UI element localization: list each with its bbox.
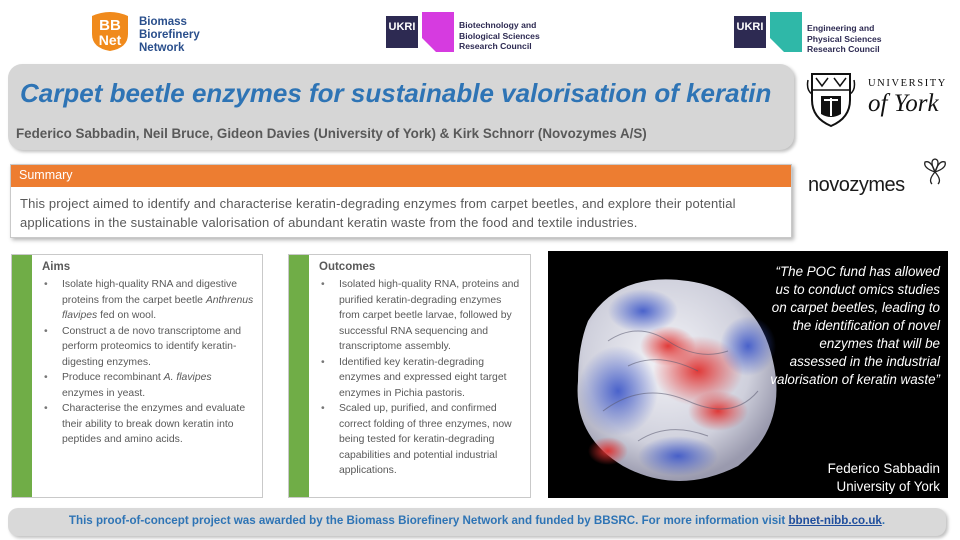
enzyme-structure-image <box>548 251 798 498</box>
svg-text:UKRI: UKRI <box>388 21 416 33</box>
epsrc-line2: Physical Sciences <box>807 33 882 44</box>
svg-text:BB: BB <box>99 17 121 34</box>
bbnet-line2: Biorefinery <box>139 29 200 41</box>
footer-text: This proof-of-concept project was awarded by the Biomass Biorefinery Network and funded by BBSRC. For more information visit <box>68 514 789 527</box>
bbsrc-line2: Biological Sciences <box>459 30 540 41</box>
outcomes-list <box>319 277 524 479</box>
summary-section <box>10 164 792 238</box>
outcomes-accent-bar <box>289 255 309 497</box>
aims-item: • Isolate high-quality RNA and digestive proteins from the carpet beetle Anthrenus flavipes fed on wool. <box>42 277 256 324</box>
bbnet-wordmark <box>139 16 200 55</box>
testimonial-quote: “The POC fund has allowed us to conduct omics studies on carpet beetles, leading to the identification of novel enzymes that will be assessed in the industrial valorisation of keratin waste” <box>770 264 940 387</box>
ukri-epsrc-logo <box>734 12 934 52</box>
outcomes-item: • Scaled up, purified, and confirmed correct folding of three enzymes, now being tested for keratin-degrading capabilities and potential industrial applications. <box>319 401 524 479</box>
ukri-bbsrc-mark-icon <box>386 12 454 52</box>
novozymes-flower-icon <box>920 158 950 186</box>
summary-text: This project aimed to identify and characterise keratin-degrading enzymes from carpet beetles, and explore their potential applications in the sustainable valorisation of abundant keratin waste from the food and textile industries. <box>20 196 736 230</box>
quote-panel <box>548 251 948 498</box>
outcomes-section <box>288 254 531 498</box>
summary-heading: Summary <box>11 165 791 187</box>
outcomes-item: • Isolated high-quality RNA, proteins and purified keratin-degrading enzymes from carpet beetle larvae, followed by successful RNA sequencing and transcriptome assembly. <box>319 277 524 355</box>
aims-list <box>42 277 256 448</box>
aims-heading: Aims <box>42 261 71 273</box>
ukri-bbsrc-logo <box>386 12 606 52</box>
aims-item: • Produce recombinant A. flavipes enzymes in yeast. <box>42 370 256 401</box>
bbsrc-line3: Research Council <box>459 41 532 51</box>
footer-end: . <box>881 514 886 527</box>
poster-title: Carpet beetle enzymes for sustainable valorisation of keratin <box>20 78 772 108</box>
website-link[interactable]: bbnet-nibb.co.uk <box>788 514 882 527</box>
bbnet-line1: Biomass <box>139 16 187 28</box>
quote-affiliation: University of York <box>836 479 940 494</box>
quote-author: Federico Sabbadin <box>827 461 940 476</box>
bbnet-line3: Network <box>139 42 185 54</box>
aims-item: • Characterise the enzymes and evaluate their ability to break down keratin into peptides and amino acids. <box>42 401 256 448</box>
bbsrc-name <box>459 20 540 52</box>
university-of-york-logo <box>806 70 946 130</box>
svg-text:Net: Net <box>98 32 122 48</box>
aims-section <box>11 254 263 498</box>
svg-text:UKRI: UKRI <box>736 21 764 33</box>
aims-accent-bar <box>12 255 32 497</box>
epsrc-name <box>807 23 882 55</box>
aims-item: • Construct a de novo transcriptome and perform proteomics to identify keratin-digesting enzymes. <box>42 324 256 371</box>
outcomes-heading: Outcomes <box>319 261 376 273</box>
bbnet-logo <box>88 8 228 54</box>
bbnet-badge-icon <box>88 10 132 52</box>
authors-line: Federico Sabbadin, Neil Bruce, Gideon Davies (University of York) & Kirk Schnorr (Novozymes A/S) <box>16 126 647 141</box>
epsrc-line3: Research Council <box>807 44 880 54</box>
york-crest-icon <box>806 70 856 128</box>
epsrc-line1: Engineering and <box>807 23 875 33</box>
bbsrc-line1: Biotechnology and <box>459 20 537 30</box>
novozymes-wordmark: novozymes <box>808 174 905 196</box>
title-panel <box>8 64 794 150</box>
outcomes-item: • Identified key keratin-degrading enzymes and expressed eight target enzymes in Pichia pastoris. <box>319 355 524 402</box>
novozymes-logo <box>806 158 946 208</box>
york-name-label: of York <box>868 90 939 117</box>
york-university-label: UNIVERSITY <box>868 78 947 89</box>
footer-banner <box>8 508 946 536</box>
quote-attribution <box>828 460 940 496</box>
ukri-epsrc-mark-icon <box>734 12 802 52</box>
